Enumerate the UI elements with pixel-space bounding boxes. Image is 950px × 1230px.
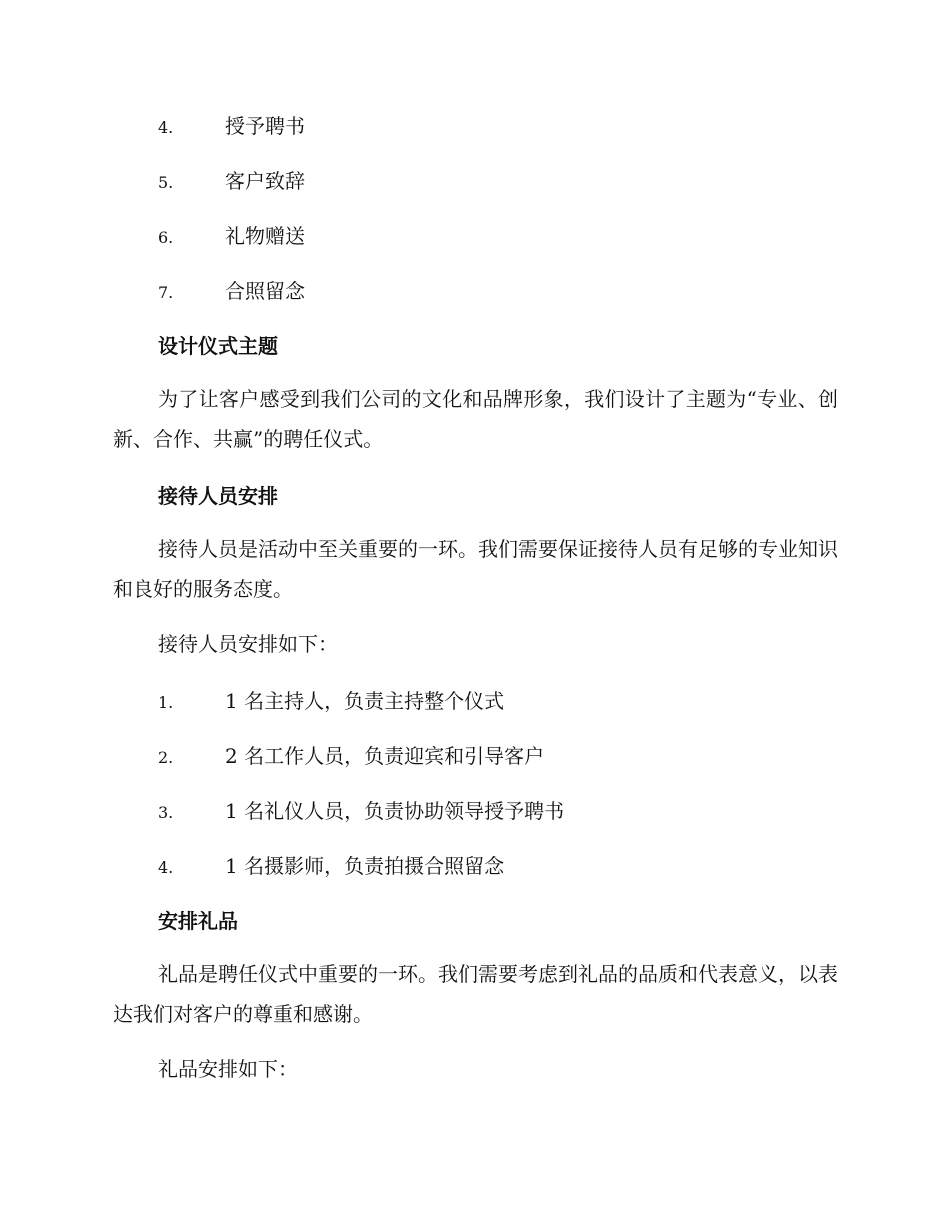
section-heading-staff: 接待人员安排 (158, 484, 278, 508)
section-heading-gifts: 安排礼品 (158, 909, 238, 933)
list-text: 1 名礼仪人员，负责协助领导授予聘书 (225, 799, 565, 823)
list-item (113, 159, 838, 214)
list-item (113, 789, 838, 844)
list-item (113, 104, 838, 159)
section-paragraph-theme: 为了让客户感受到我们公司的文化和品牌形象，我们设计了主题为“专业、创新、合作、共赢”的聘任仪式。 (113, 387, 838, 451)
section-paragraph-staff: 接待人员是活动中至关重要的一环。我们需要保证接待人员有足够的专业知识和良好的服务态度。 (113, 537, 838, 601)
document-content (113, 104, 838, 1104)
list-text: 客户致辞 (225, 169, 305, 193)
list-text: 合照留念 (225, 279, 305, 303)
section-paragraph-gifts: 礼品是聘任仪式中重要的一环。我们需要考虑到礼品的品质和代表意义，以表达我们对客户的尊重和感谢。 (113, 962, 838, 1026)
list-number: 4. (158, 118, 174, 137)
list-text: 1 名主持人，负责主持整个仪式 (225, 689, 505, 713)
list-text: 2 名工作人员，负责迎宾和引导客户 (225, 744, 545, 768)
list-item (113, 844, 838, 899)
list-number: 2. (158, 748, 174, 767)
list-number: 1. (158, 693, 174, 712)
list-number: 4. (158, 858, 174, 877)
list-text: 礼物赠送 (225, 224, 305, 248)
list-item (113, 734, 838, 789)
list-text: 授予聘书 (225, 114, 305, 138)
section-intro-gifts: 礼品安排如下： (158, 1057, 298, 1081)
list-number: 5. (158, 173, 174, 192)
list-number: 6. (158, 228, 174, 247)
section-intro-staff: 接待人员安排如下： (158, 632, 338, 656)
list-item (113, 679, 838, 734)
list-text: 1 名摄影师，负责拍摄合照留念 (225, 854, 505, 878)
section-heading-theme: 设计仪式主题 (158, 334, 278, 358)
list-item (113, 214, 838, 269)
list-number: 3. (158, 803, 174, 822)
list-item (113, 269, 838, 324)
list-number: 7. (158, 283, 174, 302)
